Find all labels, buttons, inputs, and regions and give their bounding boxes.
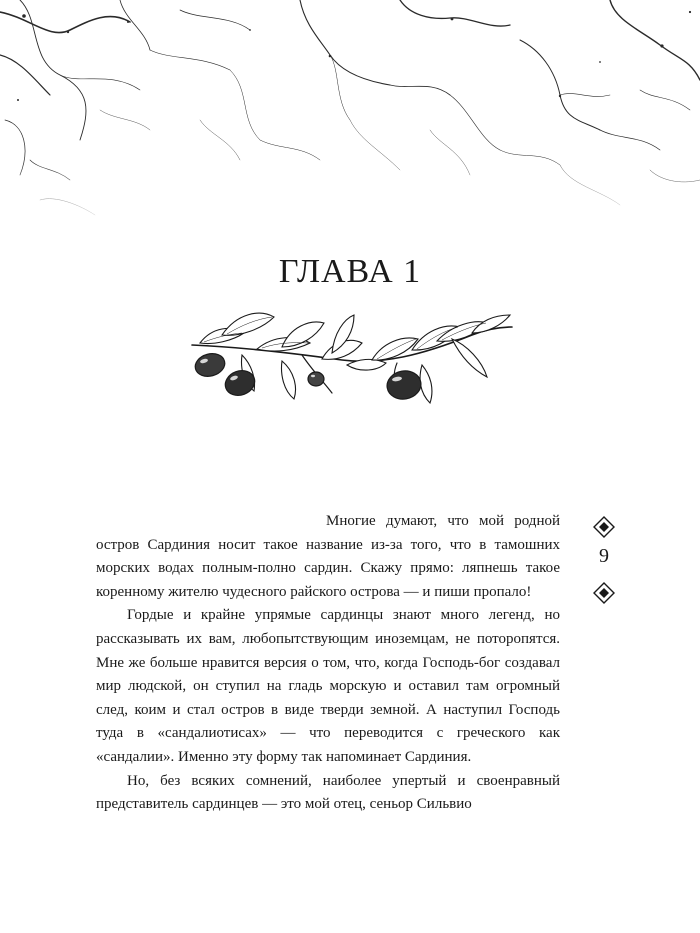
paragraph-2: Гордые и крайне упрямые сардинцы знают много легенд, но рассказывать их вам, любопытствующим иноземцам, не поторопятся. Мне же больше нравится версия о том, что, когда Господь-бог создавал мир людской, он ступил на гладь морскую и оставил там огромный след, коим и стал остров в виде тверди земной. А наступил Господь туда в «сандалиотисах» — что переводится с греческого как «сандалии». Именно эту форму так напоминает Сардиния. [96, 607, 560, 765]
chapter-title: ГЛАВА 1 [278, 253, 422, 290]
page-number: 9 [599, 545, 609, 567]
paragraph-1: Многие думают, что мой родной остров Сардиния носит такое название из-за того, что в тамошних морских водах полным-полно сардин. Скажу прямо: ляпнешь такое коренному жителю чудесного райского острова — и пиши пропало! [96, 513, 560, 600]
marble-texture-icon [0, 0, 700, 230]
chapter-body [96, 510, 560, 817]
paragraph-3: Но, без всяких сомнений, наиболее упертый и своенравный представитель сардинцев — это мой отец, сеньор Сильвио [96, 772, 560, 813]
olive-branch-icon [182, 305, 518, 410]
